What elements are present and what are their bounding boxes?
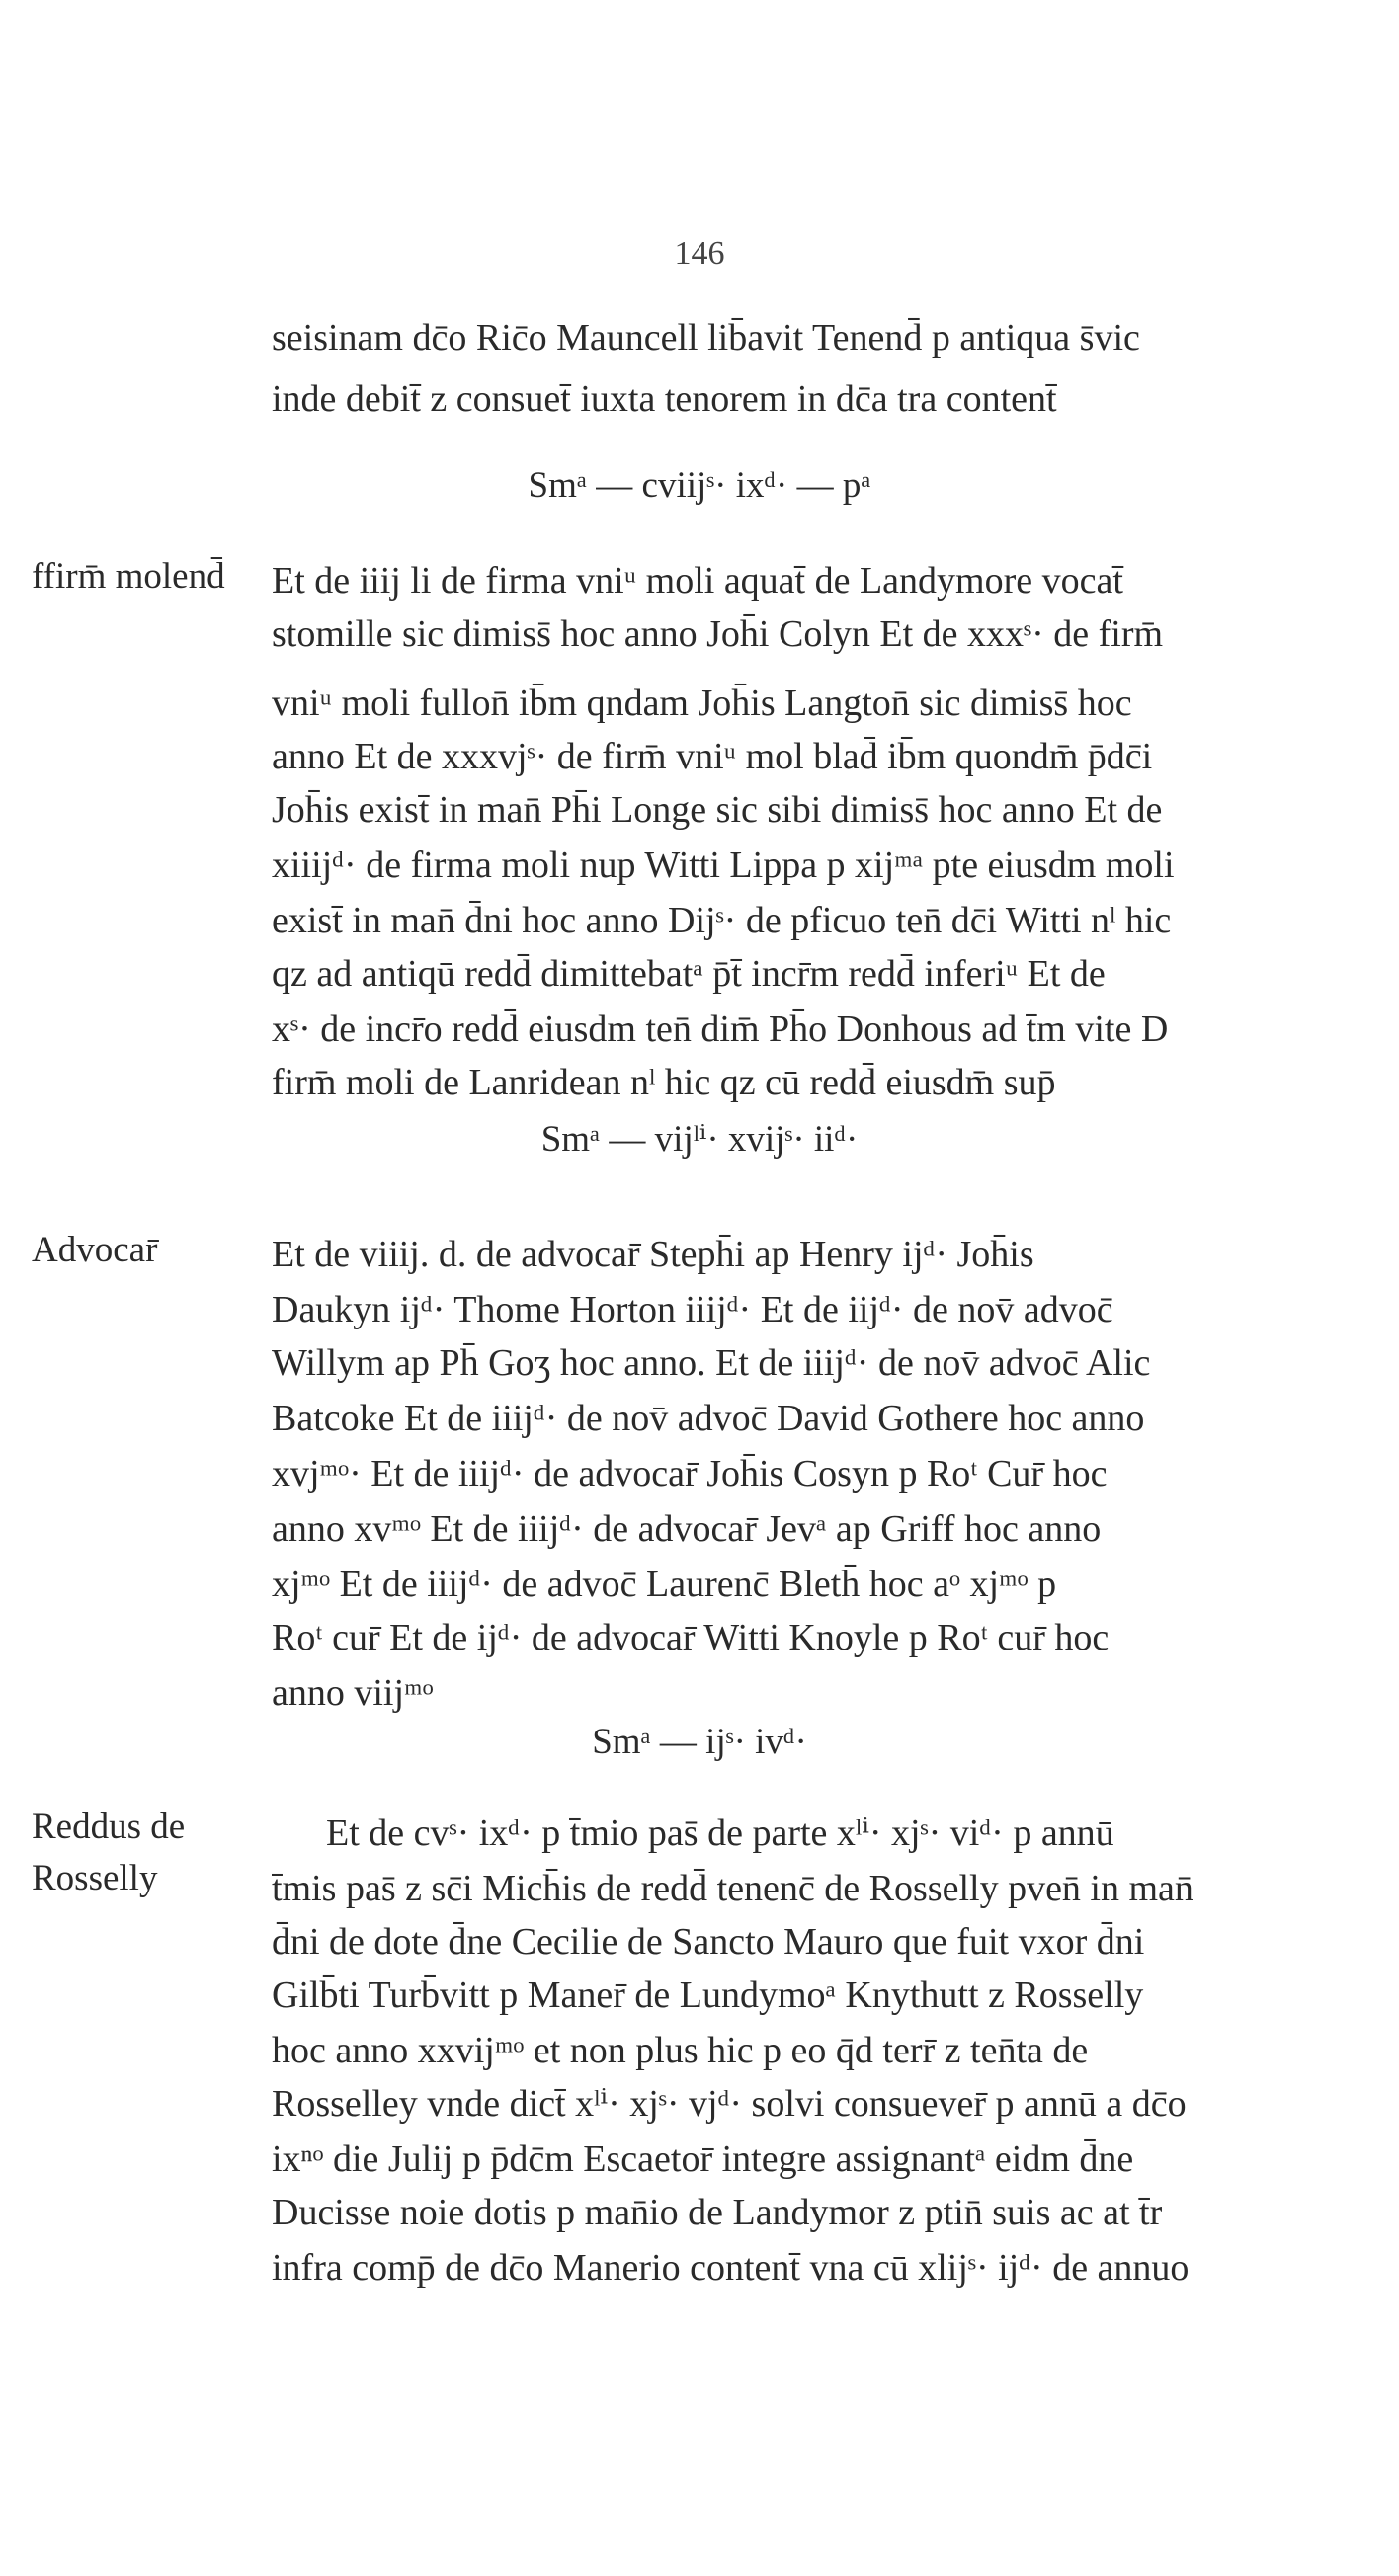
body-line: Et de iiij li de firma vniᵘ moli aquat̄ de Landymore vocat̄ <box>272 560 1123 602</box>
body-line: Batcoke Et de iiijᵈ· de nov̄ advoc̄ David Gothere hoc anno <box>272 1398 1145 1439</box>
body-line: Et de cvˢ· ixᵈ· p t̄mio pas̄ de parte xˡⁱ· xjˢ· viᵈ· p annū <box>326 1812 1114 1854</box>
body-line: Daukyn ijᵈ· Thome Horton iiijᵈ· Et de iijᵈ· de nov̄ advoc̄ <box>272 1289 1113 1330</box>
body-line: qz ad antiqū redd̄ dimittebatᵃ p̄t̄ incr̄m redd̄ inferiᵘ Et de <box>272 953 1106 995</box>
body-line: firm̄ moli de Lanridean nˡ hic qz cū redd̄ eiusdm̄ sup̄ <box>272 1062 1056 1103</box>
body-line: Ducisse noie dotis p man̄io de Landymor z ptin̄ suis ac at t̄r <box>272 2192 1163 2233</box>
margin-label-advocar: Advocar̄ <box>32 1230 158 1270</box>
margin-label-reddus-de-rosselly: Reddus de Rosselly <box>32 1807 186 1898</box>
body-line: hoc anno xxvijᵐᵒ et non plus hic p eo q̄d terr̄ z ten̄ta de <box>272 2030 1089 2071</box>
body-line: Gilb̄ti Turb̄vitt p Maner̄ de Lundymoᵃ Knythutt z Rosselly <box>272 1974 1144 2016</box>
sum-line: Smᵃ — ijˢ· ivᵈ· <box>592 1722 807 1762</box>
page-number: 146 <box>674 235 725 272</box>
body-line: anno viijᵐᵒ <box>272 1672 434 1714</box>
body-line: seisinam dc̄o Ric̄o Mauncell lib̄avit Tenend̄ p antiqua s̄vic <box>272 317 1140 359</box>
sum-line: Smᵃ — vijˡⁱ· xvijˢ· iiᵈ· <box>540 1119 859 1160</box>
body-line: stomille sic dimiss̄ hoc anno Joh̄i Colyn Et de xxxˢ· de firm̄ <box>272 613 1164 655</box>
body-line: Rosselley vnde dict̄ xˡⁱ· xjˢ· vjᵈ· solvi consuever̄ p annū a dc̄o <box>272 2083 1187 2125</box>
sum-line: Smᵃ — cviijˢ· ixᵈ· — pᵃ <box>528 465 871 506</box>
body-line: xˢ· de incr̄o redd̄ eiusdm ten̄ dim̄ Ph̄o Donhous ad t̄m vite D <box>272 1008 1169 1050</box>
body-line: vniᵘ moli fullon̄ ib̄m qndam Joh̄is Langton̄ sic dimiss̄ hoc <box>272 683 1132 724</box>
body-line: exist̄ in man̄ d̄ni hoc anno Dijˢ· de pficuo ten̄ dc̄i Witti nˡ hic <box>272 900 1172 941</box>
body-line: Willym ap Ph̄ Goʒ hoc anno. Et de iiijᵈ· de nov̄ advoc̄ Alic <box>272 1342 1151 1384</box>
body-line: inde debit̄ z consuet̄ iuxta tenorem in dc̄a tra content̄ <box>272 378 1057 420</box>
body-line: xiiijᵈ· de firma moli nup Witti Lippa p xijᵐᵃ pte eiusdm moli <box>272 845 1175 886</box>
margin-label-firma-molend: ffirm̄ molend̄ <box>32 556 225 597</box>
body-line: xjᵐᵒ Et de iiijᵈ· de advoc̄ Laurenc̄ Bleth̄ hoc aᵒ xjᵐᵒ p <box>272 1564 1057 1605</box>
body-line: Et de viiij. d. de advocar̄ Steph̄i ap Henry ijᵈ· Joh̄is <box>272 1234 1034 1275</box>
body-line: Roᵗ cur̄ Et de ijᵈ· de advocar̄ Witti Knoyle p Roᵗ cur̄ hoc <box>272 1617 1110 1658</box>
body-line: xvjᵐᵒ· Et de iiijᵈ· de advocar̄ Joh̄is Cosyn p Roᵗ Cur̄ hoc <box>272 1453 1108 1494</box>
body-line: d̄ni de dote d̄ne Cecilie de Sancto Mauro que fuit vxor d̄ni <box>272 1921 1145 1963</box>
body-line: anno Et de xxxvjˢ· de firm̄ vniᵘ mol blad̄ ib̄m quondm̄ p̄dc̄i <box>272 736 1153 777</box>
body-line: t̄mis pas̄ z sc̄i Mich̄is de redd̄ tenenc̄ de Rosselly pven̄ in man̄ <box>272 1868 1193 1909</box>
body-line: ixⁿᵒ die Julij p p̄dc̄m Escaetor̄ integre assignantᵃ eidm d̄ne <box>272 2138 1134 2180</box>
body-line: anno xvᵐᵒ Et de iiijᵈ· de advocar̄ Jevᵃ ap Griff hoc anno <box>272 1508 1102 1550</box>
body-line: Joh̄is exist̄ in man̄ Ph̄i Longe sic sibi dimiss̄ hoc anno Et de <box>272 789 1163 831</box>
body-line: infra comp̄ de dc̄o Manerio content̄ vna cū xlijˢ· ijᵈ· de annuo <box>272 2247 1190 2289</box>
